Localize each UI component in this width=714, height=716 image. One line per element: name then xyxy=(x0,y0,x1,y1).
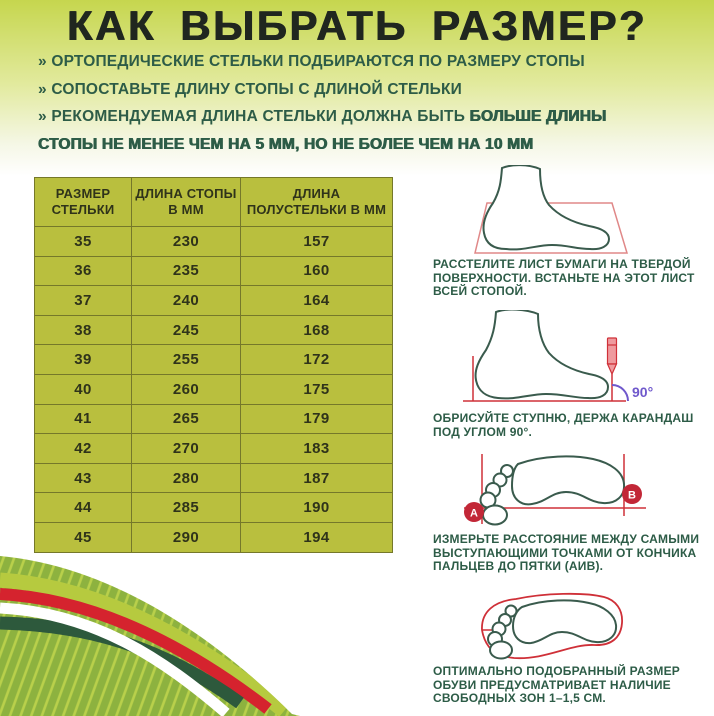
intro-bullet: СТОПЫ НЕ МЕНЕЕ ЧЕМ НА 5 ММ, НО НЕ БОЛЕЕ ЧЕМ НА 10 ММ xyxy=(38,135,534,153)
table-cell: 160 xyxy=(241,256,393,286)
size-table-body xyxy=(35,227,393,553)
table-row xyxy=(35,315,393,345)
size-table-head-row xyxy=(35,178,393,227)
step-caption: ИЗМЕРЬТЕ РАССТОЯНИЕ МЕЖДУ САМЫМИ ВЫСТУПАЮЩИМИ ТОЧКАМИ ОТ КОНЧИКА ПАЛЬЦЕВ ДО ПЯТКИ (АИВ). xyxy=(433,532,700,573)
footprint-sole xyxy=(512,456,624,504)
table-cell: 235 xyxy=(132,256,241,286)
table-row xyxy=(35,463,393,493)
table-cell: 240 xyxy=(132,286,241,316)
table-cell: 280 xyxy=(132,463,241,493)
table-cell: 230 xyxy=(132,227,241,257)
table-cell: 41 xyxy=(35,404,132,434)
table-cell: 260 xyxy=(132,374,241,404)
header-area xyxy=(0,0,714,176)
table-row xyxy=(35,345,393,375)
column-header: ДЛИНА ПОЛУСТЕЛЬКИ В ММ xyxy=(241,178,393,227)
step-caption: РАССТЕЛИТЕ ЛИСТ БУМАГИ НА ТВЕРДОЙ ПОВЕРХНОСТИ. ВСТАНЬТЕ НА ЭТОТ ЛИСТ ВСЕЙ СТОПОЙ. xyxy=(433,257,695,298)
intro-bullet: » РЕКОМЕНДУЕМАЯ ДЛИНА СТЕЛЬКИ ДОЛЖНА БЫТЬ БОЛЬШЕ ДЛИНЫ xyxy=(38,108,607,125)
table-cell: 36 xyxy=(35,256,132,286)
measure-footprint-illustration xyxy=(448,448,678,536)
table-cell: 175 xyxy=(241,374,393,404)
step-caption: ОПТИМАЛЬНО ПОДОБРАННЫЙ РАЗМЕР ОБУВИ ПРЕДУСМАТРИВАЕТ НАЛИЧИЕ СВОБОДНЫХ ЗОН 1–1,5 СМ. xyxy=(433,664,681,705)
table-row xyxy=(35,493,393,523)
table-cell: 187 xyxy=(241,463,393,493)
table-cell: 290 xyxy=(132,522,241,552)
page-title: КАК ВЫБРАТЬ РАЗМЕР? xyxy=(66,2,648,49)
footprint-toes xyxy=(488,606,517,659)
column-header: РАЗМЕР СТЕЛЬКИ xyxy=(35,178,132,227)
table-cell: 285 xyxy=(132,493,241,523)
table-cell: 38 xyxy=(35,315,132,345)
table-cell: 43 xyxy=(35,463,132,493)
table-cell: 255 xyxy=(132,345,241,375)
table-row xyxy=(35,374,393,404)
table-row xyxy=(35,256,393,286)
foot-on-paper-illustration xyxy=(448,165,678,257)
point-b-marker xyxy=(622,484,642,504)
table-cell: 179 xyxy=(241,404,393,434)
table-row xyxy=(35,434,393,464)
table-row xyxy=(35,227,393,257)
column-header: ДЛИНА СТОПЫ В ММ xyxy=(132,178,241,227)
intro-bullets xyxy=(38,54,698,164)
intro-bullet: » СОПОСТАВЬТЕ ДЛИНУ СТОПЫ С ДЛИНОЙ СТЕЛЬКИ xyxy=(38,80,463,98)
decorative-waves xyxy=(0,553,310,716)
insole-clearance-illustration xyxy=(448,590,678,666)
table-cell: 39 xyxy=(35,345,132,375)
table-cell: 172 xyxy=(241,345,393,375)
table-cell: 35 xyxy=(35,227,132,257)
point-a-marker xyxy=(464,502,484,522)
table-row xyxy=(35,522,393,552)
table-cell: 42 xyxy=(35,434,132,464)
foot-outline xyxy=(476,310,608,398)
table-cell: 164 xyxy=(241,286,393,316)
table-cell: 183 xyxy=(241,434,393,464)
table-cell: 157 xyxy=(241,227,393,257)
instruction-steps xyxy=(433,165,711,716)
table-cell: 37 xyxy=(35,286,132,316)
table-cell: 168 xyxy=(241,315,393,345)
foot-outline xyxy=(483,165,609,249)
table-cell: 44 xyxy=(35,493,132,523)
trace-foot-illustration xyxy=(448,310,678,410)
table-cell: 270 xyxy=(132,434,241,464)
size-table xyxy=(34,177,393,553)
table-cell: 194 xyxy=(241,522,393,552)
table-row xyxy=(35,286,393,316)
table-cell: 245 xyxy=(132,315,241,345)
table-cell: 190 xyxy=(241,493,393,523)
svg-text:В: В xyxy=(628,489,636,502)
angle-label: 90° xyxy=(632,384,654,400)
footprint-sole xyxy=(513,600,616,643)
table-cell: 265 xyxy=(132,404,241,434)
table-cell: 45 xyxy=(35,522,132,552)
angle-arc xyxy=(612,385,628,401)
footprint-toes xyxy=(481,465,514,525)
table-row xyxy=(35,404,393,434)
intro-bullet: » ОРТОПЕДИЧЕСКИЕ СТЕЛЬКИ ПОДБИРАЮТСЯ ПО РАЗМЕРУ СТОПЫ xyxy=(38,53,585,70)
pencil-icon xyxy=(608,338,617,374)
table-cell: 40 xyxy=(35,374,132,404)
step-caption: ОБРИСУЙТЕ СТУПНЮ, ДЕРЖА КАРАНДАШ ПОД УГЛОМ 90°. xyxy=(433,411,694,439)
svg-text:А: А xyxy=(470,507,478,520)
